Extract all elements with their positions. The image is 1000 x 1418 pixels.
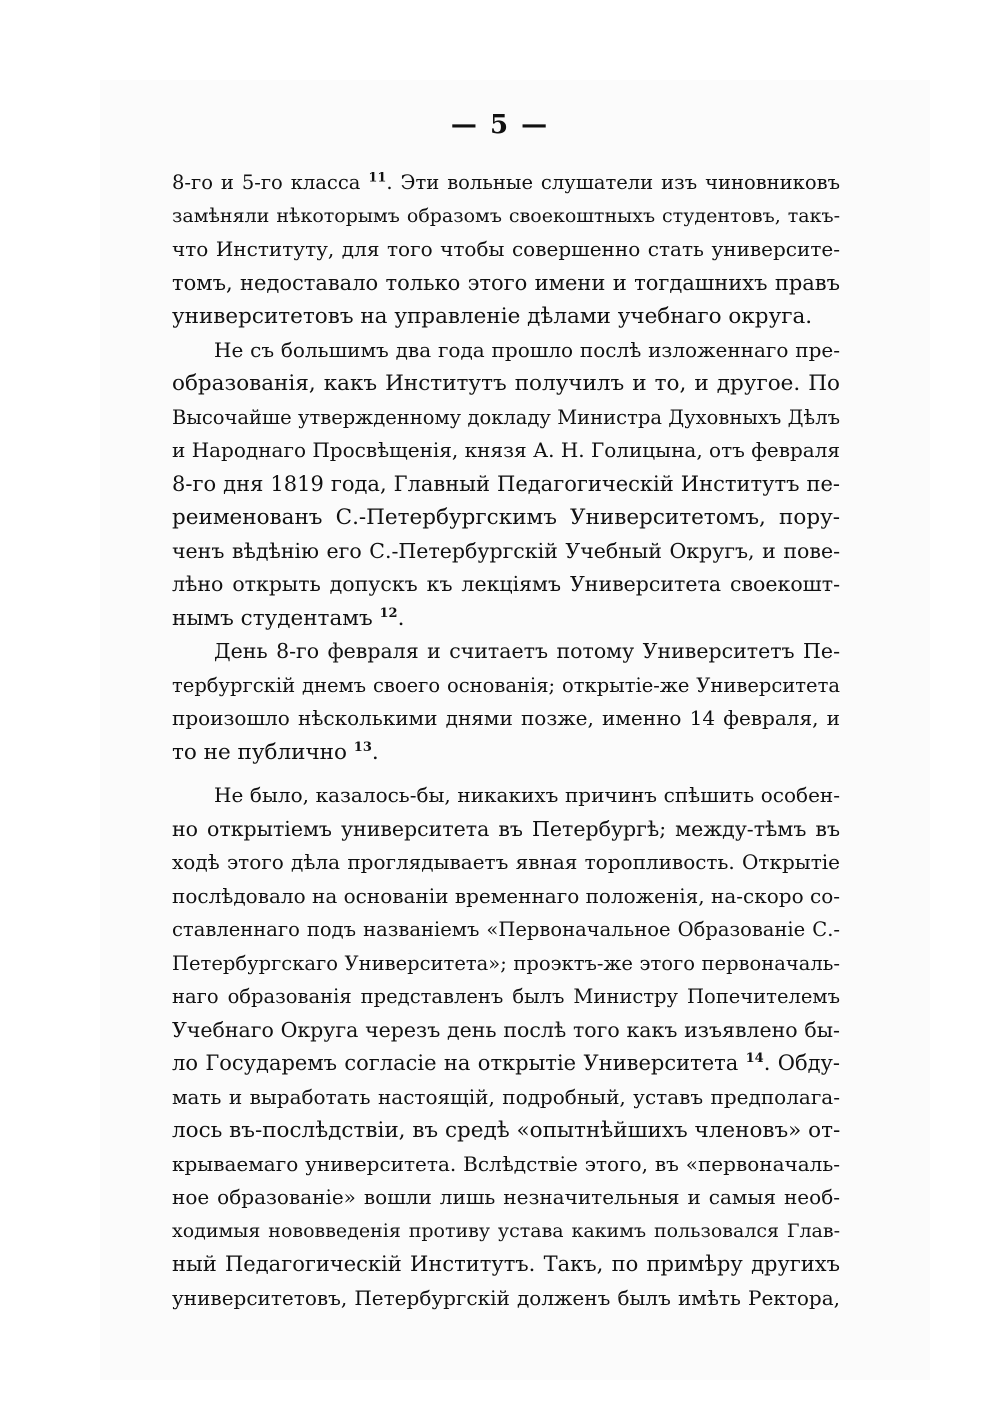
paragraph [172,334,840,636]
text-line: мать и выработать настоящій, подробный, уставъ предполага- [172,1084,840,1109]
text-line: что Институту, для того чтобы совершенно стать университе- [172,237,840,261]
text-line: нымъ студентамъ $^{12}$. [172,605,405,631]
body-text [172,166,840,1315]
paragraph [172,779,840,1315]
text-line: Не съ большимъ два года прошло послѣ изложеннаго пре- [214,337,840,362]
text-line: ставленнаго подъ названіемъ «Первоначальное Образованіе С.- [172,918,840,941]
text-line: ное образованіе» вошли лишь незначительныя и самыя необ- [172,1185,840,1209]
text-line: ченъ вѣдѣнію его С.-Петербургскій Учебный Округъ, и повe- [172,538,840,563]
footnote-ref: 14 [745,1051,764,1066]
page-number: — 5 — [450,110,550,140]
text-line: тербургскій днемъ своего основанія; открытіе-же Университета [172,673,840,697]
text-line: то не публично $^{13}$. [172,739,379,765]
footnote-ref: 12 [379,605,398,621]
text-line: и Народнаго Просвѣщенія, князя А. Н. Голицына, отъ февраля [172,438,840,462]
text-line: ходимыя нововведенія противу устава какимъ пользовался Глав- [172,1219,840,1242]
text-line: произошло нѣсколькими днями позже, именно 14 февраля, и [172,706,840,730]
text-line: крываемаго университета. Вслѣдствіе этого, въ «первоначаль- [172,1151,840,1176]
text-line: Учебнаго Округа черезъ день послѣ того какъ изъявлено бы- [172,1017,840,1042]
text-line: Петербургскаго Университета»; проэктъ-же этого первоначаль- [172,951,840,975]
text-line: но открытіемъ университета въ Петербургѣ; между-тѣмъ въ [172,816,840,841]
text-line: университетовъ на управленіе дѣлами учебнаго округа. [172,304,813,329]
paragraph-gap [172,769,840,779]
text-line: реименованъ С.-Петербургскимъ Университетомъ, пору- [172,505,840,530]
paragraph [172,166,840,334]
text-line: День 8-го февраля и считаетъ потому Университетъ Пе- [214,639,840,663]
text-line: Не было, казалось-бы, никакихъ причинъ спѣшить особен- [214,783,840,807]
text-line: 8-го дня 1819 года, Главный Педагогическій Институтъ пе- [172,471,840,496]
text-line: ный Педагогическій Институтъ. Такъ, по примѣру другихъ [172,1252,840,1276]
text-line: Высочайше утвержденному докладу Министра Духовныхъ Дѣлъ [172,405,840,429]
text-line: образованія, какъ Институтъ получилъ и то, и другое. По [172,371,840,396]
paragraph [172,635,840,769]
text-line: наго образованія представленъ былъ Министру Попечителемъ [172,985,840,1008]
text-line: лось въ-послѣдствіи, въ средѣ «опытнѣйшихъ членовъ» от- [172,1118,840,1143]
footnote-ref: 13 [353,739,372,755]
text-line: университетовъ, Петербургскій долженъ былъ имѣть Ректора, [172,1285,840,1310]
text-line: томъ, недоставало только этого имени и тогдашнихъ правъ [172,270,840,295]
text-line: ходѣ этого дѣла проглядываетъ явная торопливость. Открытіе [172,850,840,874]
text-line: лѣно открыть допускъ къ лекціямъ Университета своекошт- [172,572,840,596]
text-line: ло Государемъ согласіе на открытіе Университета $^{14}$. Обду- [172,1051,840,1075]
text-line: замѣняли нѣкоторымъ образомъ своекоштныхъ студентовъ, такъ- [172,204,840,227]
text-line: послѣдовало на основаніи временнаго положенія, на-скоро со- [172,883,840,908]
text-line: 8-го и 5-го класса $^{11}$. Эти вольные слушатели изъ чиновниковъ [172,170,840,194]
footnote-ref: 11 [368,170,387,186]
